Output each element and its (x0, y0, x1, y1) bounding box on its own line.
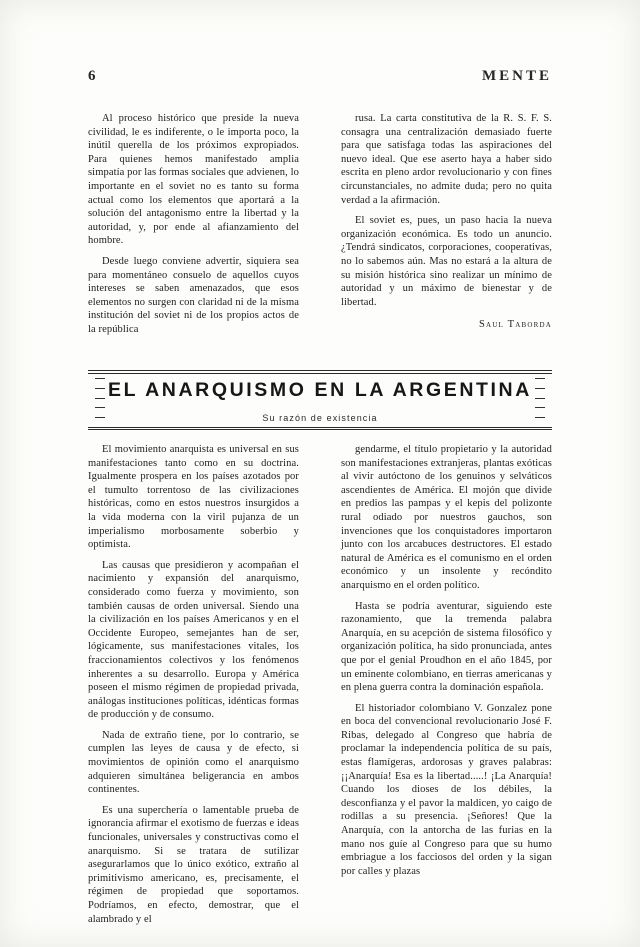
paragraph: Desde luego conviene advertir, siquiera sea para momentáneo consuelo de aquellos cuyos intereses se saben amenazados, que esos elementos no surgen con claridad ni de la misma institución del soviet ni de los propios actos de la república (88, 255, 299, 335)
top-article (88, 112, 552, 337)
main-article (88, 443, 552, 926)
article-title-block (88, 370, 552, 430)
top-article-right-column (341, 112, 552, 337)
article-right-column (341, 443, 552, 926)
paragraph: Las causas que presidieron y acompañan el nacimiento y expansión del anarquismo, considerado como fuerza y movimiento, son también causas de orden universal. Siendo una la civilización en los países Americanos y en el Occidente Europeo, semejantes han de ser, lógicamente, sus manifestaciones vitales, los fraccionamientos colectivos y los fenómenos inherentes a su desarrollo. Europa y América poseen el mismo régimen de propiedad privada, análogas instituciones políticas, idénticas formas de producción y de consumo. (88, 559, 299, 721)
paragraph: El historiador colombiano V. Gonzalez pone en boca del convencional revolucionario José F. Ribas, delegado al Congreso que habría de proclamar la independencia política de su país, estas flamígeras, ardorosas y graves palabras: ¡¡Anarquía! Esa es la libertad.....! ¡La Anarquía! Cuando los dioses de los débiles, la desconfianza y el pavor la maldicen, yo caigo de rodillas a su presencia. ¡Señores! Que la Anarquía, con la antorcha de las furias en la mano nos guíe al Congreso para que su humo embriague a los facciosos del orden y la sigan por calles y plazas (341, 702, 552, 877)
article-left-column (88, 443, 299, 926)
paragraph: Es una superchería o lamentable prueba de ignorancia afirmar el exotismo de fuerzas e ideas funcionales, universales y constructivas como el anarquismo. Si se tratara de sutilizar asegurarlamos que lo único exótico, extraño al primitivismo americano, es, precisamente, el régimen de propiedad que soportamos. Podríamos, en efecto, demostrar, que el alambrado y el (88, 804, 300, 925)
top-article-left-column (88, 112, 299, 337)
paragraph: El soviet es, pues, un paso hacia la nueva organización económica. Es todo un anuncio. ¿Tendrá sindicatos, corporaciones, cooperativas, no lo sabemos aún. Mas no estará a la altura de su misión histórica sino realizar un mínimo de autoridad y un máximo de bienestar y de libertad. (341, 215, 552, 308)
running-head: MENTE (481, 68, 552, 84)
page-header (88, 68, 552, 90)
article-subtitle: Su razón de existencia (262, 413, 378, 423)
page-number: 6 (88, 68, 96, 84)
rule-top (88, 370, 552, 371)
article-title: EL ANARQUISMO EN LA ARGENTINA (108, 379, 532, 401)
paragraph: gendarme, el título propietario y la autoridad son manifestaciones extranjeras, plantas exóticas al vivir autóctono de los genuinos y selváticos ascendientes de América. El mojón que divide en predios las pampas y el kepis del polizonte rural odiado por nuestros gauchos, son invenciones que los conquistadores importaron junto con los arcabuces destructores. El estado natural de América es el comunismo en el orden económico y un insolente y recóndito anarquismo en el orden político. (341, 444, 552, 591)
article-signature: Saul Taborda (478, 319, 552, 331)
paragraph: rusa. La carta constitutiva de la R. S. F. S. consagra una centralización demasiado fuerte para que satisfaga todas las aspiraciones del nuevo ideal. Que ese aserto haya a haber sido escrita en pleno ardor revolucionario y con fines circunstanciales, no admite duda; pero no quita verdad a la afirmación. (341, 113, 552, 206)
paragraph: El movimiento anarquista es universal en sus manifestaciones tanto como en su doctrina. Igualmente prospera en los países azotados por el tumulto torrentoso de las civilizaciones históricas, como en estos nuestros insurgidos a la vida moderna con la viril pujanza de un imperialismo morbosamente soberbio y optimista. (88, 444, 299, 551)
paragraph: Al proceso histórico que preside la nueva civilidad, le es indiferente, o le importa poco, la inútil querella de los próximos expropiados. Para quienes hemos manifestado amplia simpatía por las formas sociales que advienen, lo importante en el soviet no es tanto su forma actual como los elementos que aportará a la solución del antagonismo entre la libertad y la autoridad, y, por ende al afianzamiento del hombre. (88, 113, 299, 247)
paragraph: Nada de extraño tiene, por lo contrario, se cumplen las leyes de causa y de efecto, si movimientos de opinión como el anarquismo adquieren simultánea beligerancia en ambos continentes. (88, 729, 299, 796)
rule-bottom (88, 429, 552, 430)
paragraph: Hasta se podría aventurar, siguiendo este razonamiento, que la tremenda palabra Anarquía, en su acepción de sistema filosófico y organización política, ha sido pronunciada, antes que por el genial Proudhon en el año 1845, por un eminente colombiano, en tierras americanas y en plena guerra contra la dominación española. (341, 600, 552, 694)
